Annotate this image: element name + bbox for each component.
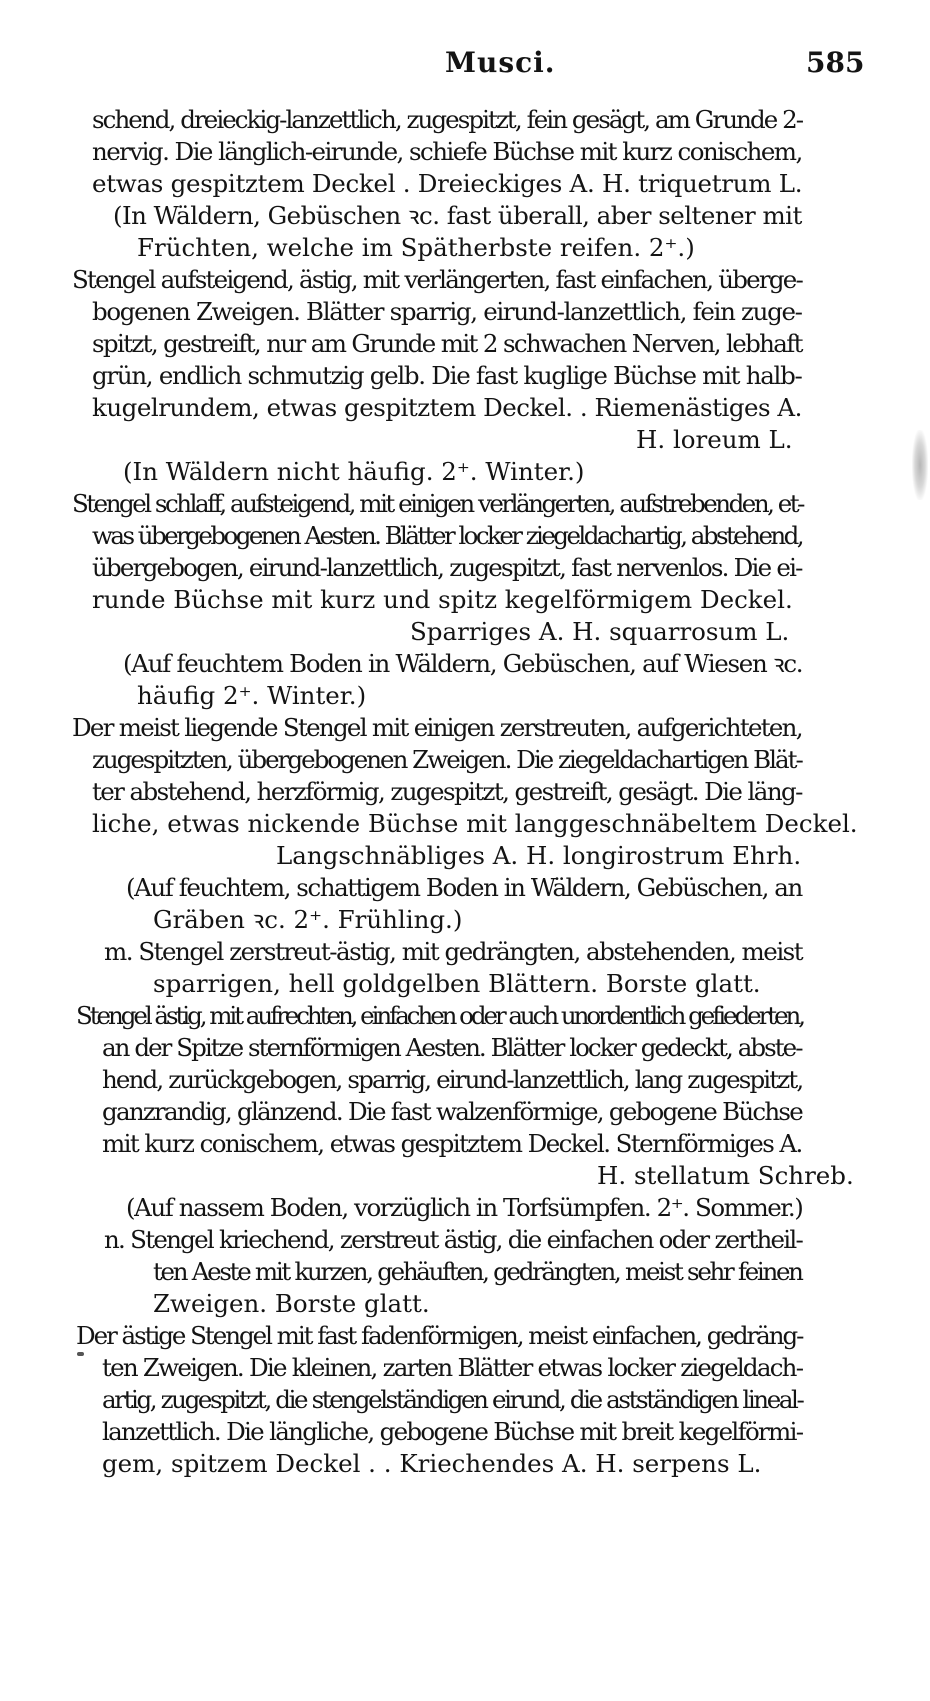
page-number: 585 xyxy=(806,46,865,79)
text-line: Langschnäbliges A. H. longirostrum Ehrh. xyxy=(276,841,802,870)
text-line: Gräben ꝛc. 2⁺. Frühling.) xyxy=(153,905,463,934)
text-line: zugespitzten, übergebogenen Zweigen. Die ziegeldachartigen Blät- xyxy=(92,745,802,774)
text-line: ter abstehend, herzförmig, zugespitzt, gestreift, gesägt. Die läng- xyxy=(92,777,802,806)
text-line: bogenen Zweigen. Blätter sparrig, eirund-lanzettlich, fein zuge- xyxy=(92,297,802,326)
text-line: Der ästige Stengel mit fast fadenförmigen, meist einfachen, gedräng- xyxy=(76,1321,803,1350)
text-line: ten Zweigen. Die kleinen, zarten Blätter etwas locker ziegeldach- xyxy=(102,1353,803,1382)
text-line: übergebogen, eirund-lanzettlich, zugespitzt, fast nervenlos. Die ei- xyxy=(92,553,802,582)
text-line: etwas gespitztem Deckel . Dreieckiges A. H. triquetrum L. xyxy=(92,169,803,198)
text-line: ganzrandig, glänzend. Die fast walzenförmige, gebogene Büchse xyxy=(102,1097,803,1126)
text-line: liche, etwas nickende Büchse mit langgeschnäbeltem Deckel. xyxy=(92,809,858,838)
running-head: Musci. xyxy=(445,46,556,79)
text-line: mit kurz conischem, etwas gespitztem Deckel. Sternförmiges A. xyxy=(102,1129,802,1158)
text-line: m. Stengel zerstreut-ästig, mit gedrängten, abstehenden, meist xyxy=(104,937,803,966)
text-line: kugelrundem, etwas gespitztem Deckel. . Riemenästiges A. xyxy=(92,393,802,422)
text-line: was übergebogenen Aesten. Blätter locker ziegeldachartig, abstehend, xyxy=(92,521,803,550)
text-line: Früchten, welche im Spätherbste reifen. 2⁺.) xyxy=(137,233,695,262)
text-line: nervig. Die länglich-eirunde, schiefe Büchse mit kurz conischem, xyxy=(92,137,802,166)
text-line: runde Büchse mit kurz und spitz kegelförmigem Deckel. xyxy=(92,585,793,614)
text-line: (In Wäldern, Gebüschen ꝛc. fast überall, aber seltener mit xyxy=(113,201,802,230)
text-line: (Auf nassem Boden, vorzüglich in Torfsümpfen. 2⁺. Sommer.) xyxy=(126,1193,803,1222)
text-line: (Auf feuchtem Boden in Wäldern, Gebüschen, auf Wiesen ꝛc. xyxy=(123,649,803,678)
text-line: n. Stengel kriechend, zerstreut ästig, die einfachen oder zertheil- xyxy=(104,1225,803,1254)
ink-mark xyxy=(77,1352,84,1356)
text-line: gem, spitzem Deckel . . Kriechendes A. H. serpens L. xyxy=(102,1449,762,1478)
text-line: lanzettlich. Die längliche, gebogene Büchse mit breit kegelförmi- xyxy=(102,1417,803,1446)
text-line: häufig 2⁺. Winter.) xyxy=(137,681,367,710)
text-line: grün, endlich schmutzig gelb. Die fast kuglige Büchse mit halb- xyxy=(92,361,802,390)
text-line: an der Spitze sternförmigen Aesten. Blätter locker gedeckt, abste- xyxy=(102,1033,802,1062)
text-line: spitzt, gestreift, nur am Grunde mit 2 schwachen Nerven, lebhaft xyxy=(92,329,802,358)
text-line: Stengel aufsteigend, ästig, mit verlängerten, fast einfachen, überge- xyxy=(72,265,802,294)
text-line: sparrigen, hell goldgelben Blättern. Borste glatt. xyxy=(153,969,761,998)
text-line: ten Aeste mit kurzen, gehäuften, gedrängten, meist sehr feinen xyxy=(153,1257,802,1286)
text-line: H. stellatum Schreb. xyxy=(597,1161,854,1190)
text-line: Stengel ästig, mit aufrechten, einfachen oder auch unordentlich gefiederten, xyxy=(76,1001,804,1030)
text-line: Sparriges A. H. squarrosum L. xyxy=(410,617,790,646)
text-line: Zweigen. Borste glatt. xyxy=(153,1289,430,1318)
text-line: H. loreum L. xyxy=(636,425,793,454)
text-line: (In Wäldern nicht häufig. 2⁺. Winter.) xyxy=(123,457,585,486)
text-line: Stengel schlaff, aufsteigend, mit einigen verlängerten, aufstrebenden, et- xyxy=(72,489,803,518)
text-line: Der meist liegende Stengel mit einigen zerstreuten, aufgerichteten, xyxy=(72,713,802,742)
text-line: hend, zurückgebogen, sparrig, eirund-lanzettlich, lang zugespitzt, xyxy=(102,1065,803,1094)
page-header xyxy=(0,46,930,86)
text-line: schend, dreieckig-lanzettlich, zugespitzt, fein gesägt, am Grunde 2- xyxy=(92,105,803,134)
text-line: (Auf feuchtem, schattigem Boden in Wäldern, Gebüschen, an xyxy=(126,873,802,902)
text-line: artig, zugespitzt, die stengelständigen eirund, die astständigen lineal- xyxy=(102,1385,803,1414)
paper-smudge xyxy=(912,430,928,500)
